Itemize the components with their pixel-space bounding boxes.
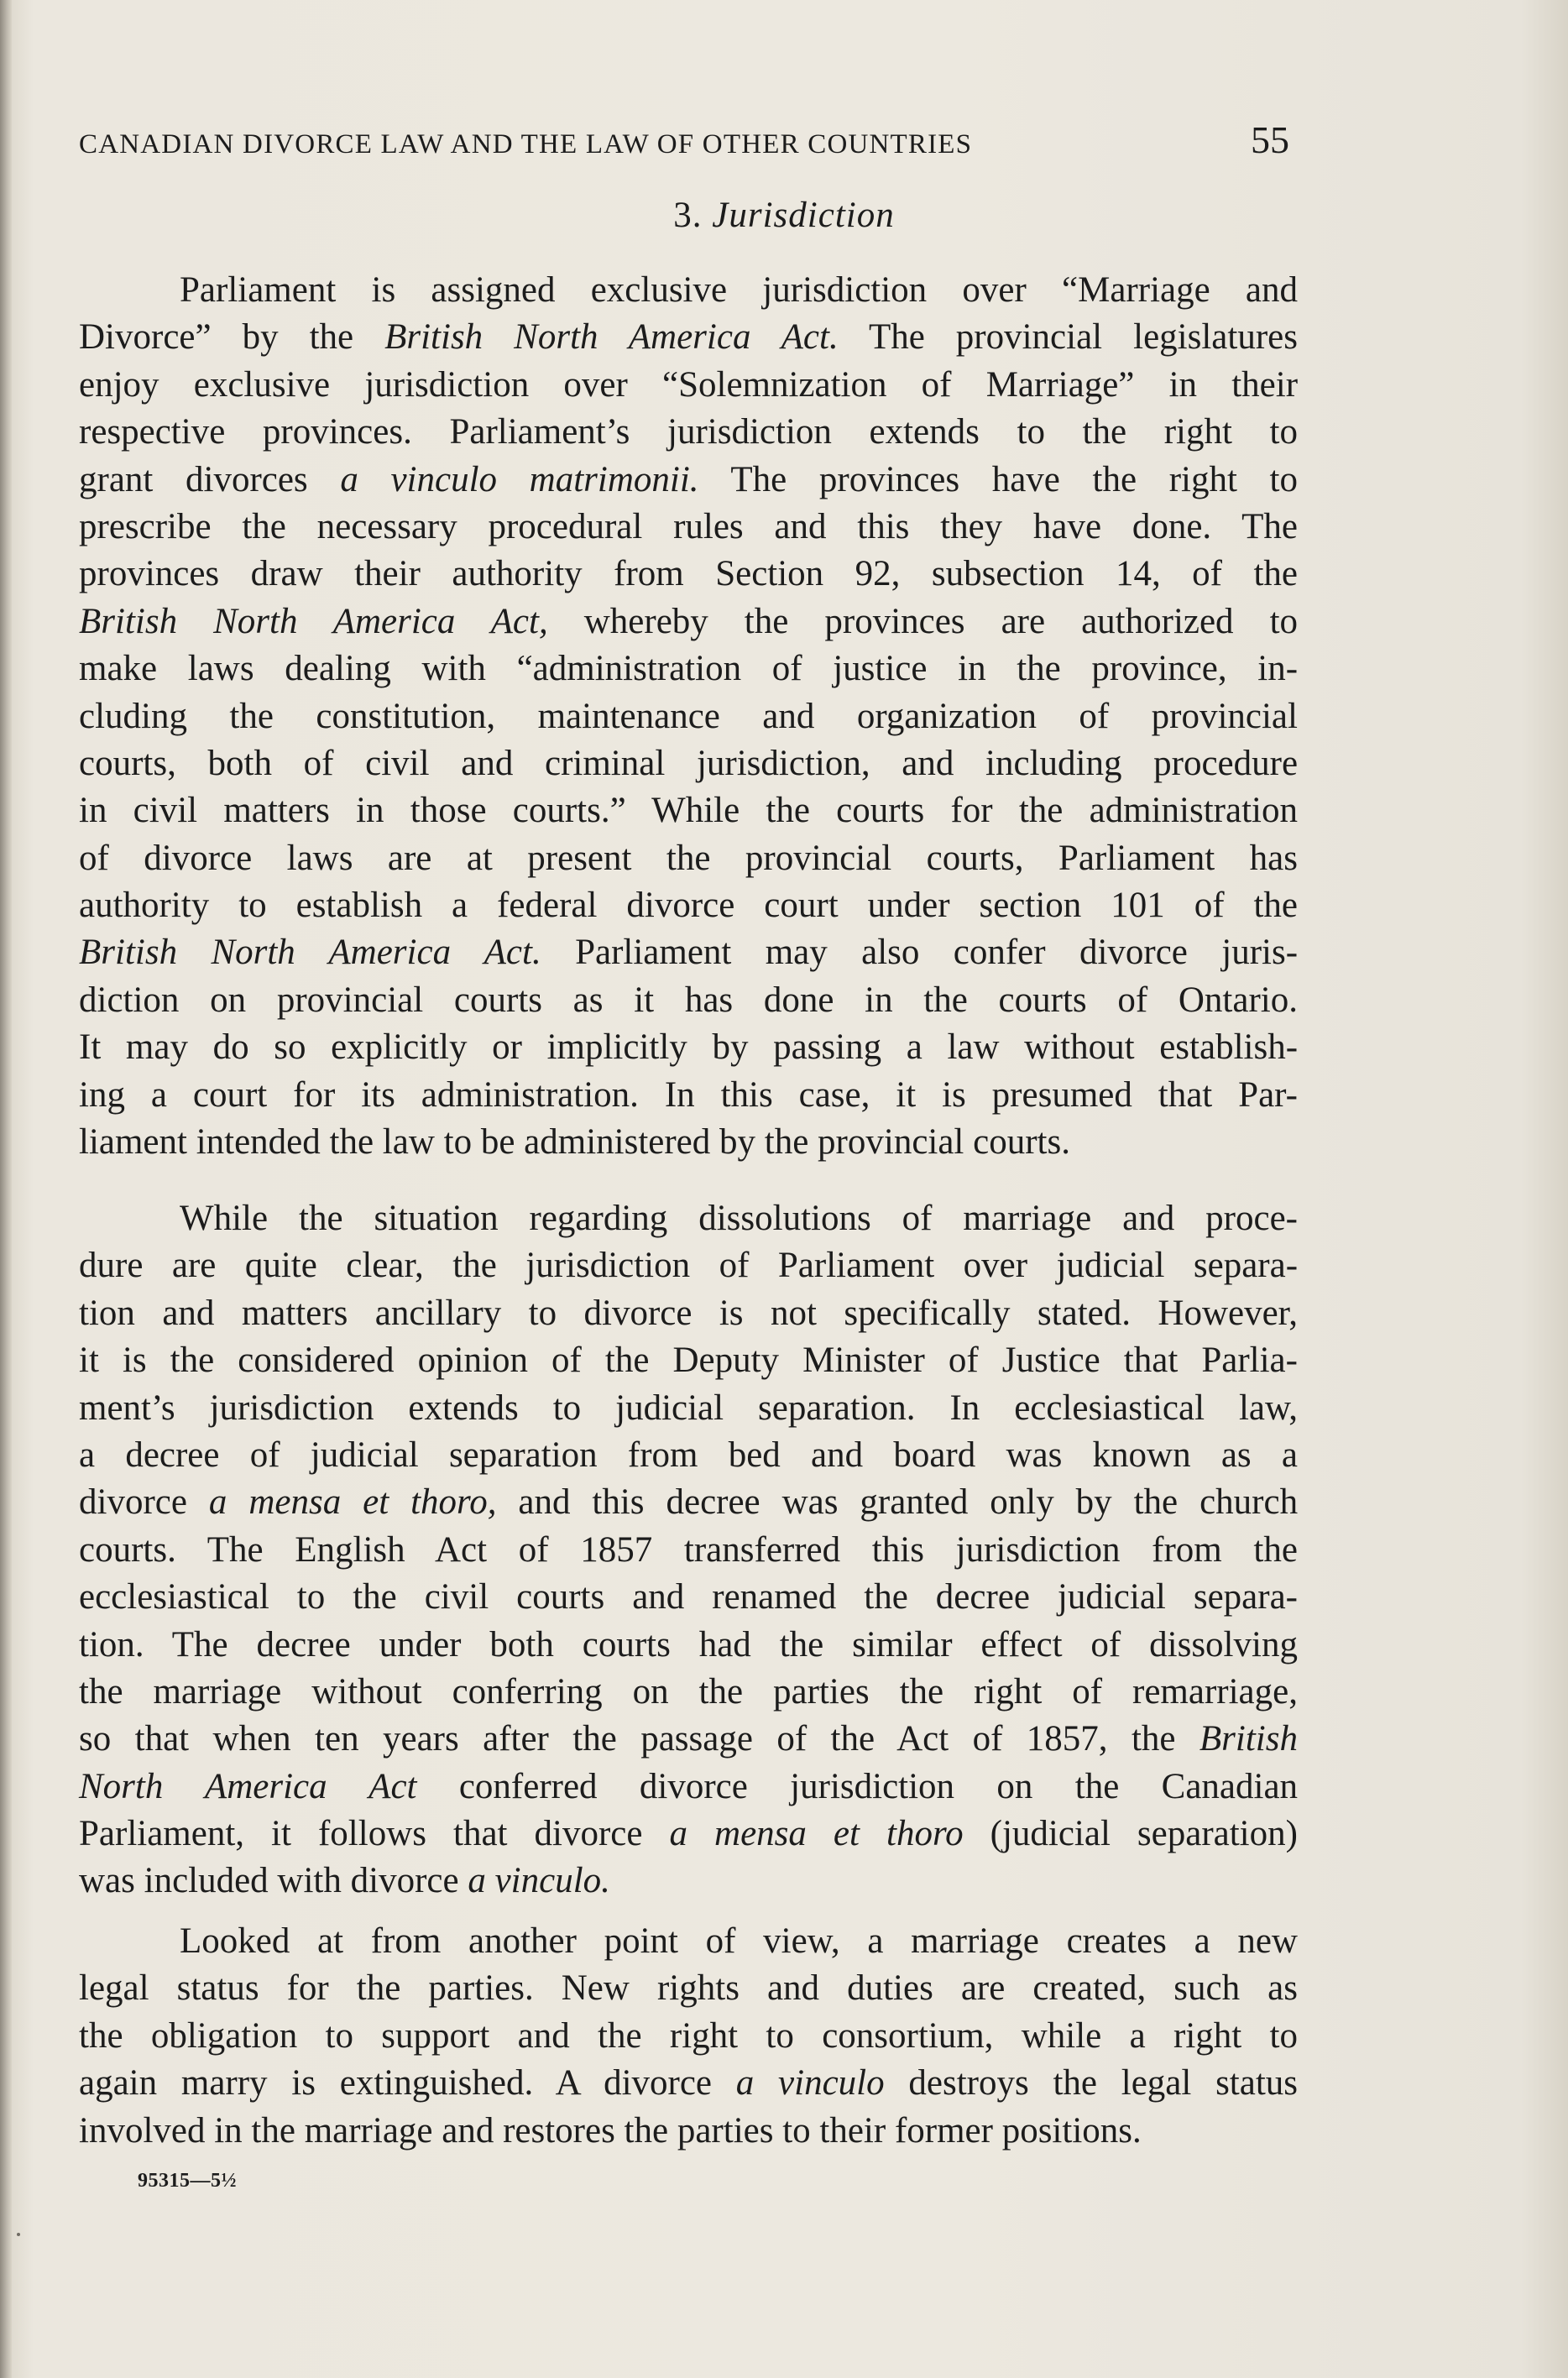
text-run: so that when ten years after the passage of the Act of 1857, the bbox=[79, 1719, 1200, 1759]
text-line bbox=[79, 1622, 1298, 1669]
text-run: liament intended the law to be administered by the provincial courts. bbox=[79, 1122, 1070, 1163]
text-line bbox=[79, 1811, 1298, 1858]
text-run: whereby the provinces are authorized to bbox=[547, 601, 1299, 641]
italic-text-run: a vinculo matrimonii. bbox=[340, 459, 699, 499]
running-head-title: CANADIAN DIVORCE LAW AND THE LAW OF OTHER COUNTRIES bbox=[79, 129, 973, 159]
section-title: Jurisdiction bbox=[712, 196, 895, 235]
text-line bbox=[79, 1290, 1298, 1337]
italic-text-run: British bbox=[1199, 1719, 1298, 1759]
paragraph-2 bbox=[79, 1195, 1298, 1905]
section-number: 3. bbox=[673, 196, 703, 235]
text-line bbox=[79, 882, 1298, 929]
text-line bbox=[79, 362, 1298, 409]
text-run: enjoy exclusive jurisdiction over “Solemnization of Marriage” in their bbox=[79, 364, 1299, 405]
text-run: Divorce” by the bbox=[79, 317, 385, 358]
text-line bbox=[79, 267, 1298, 314]
text-run: ing a court for its administration. In this case, it is presumed that Par- bbox=[79, 1074, 1298, 1115]
text-line bbox=[79, 1337, 1298, 1384]
text-run: cluding the constitution, maintenance and organization of provincial bbox=[79, 696, 1298, 736]
text-run: diction on provincial courts as it has done in the courts of Ontario. bbox=[79, 980, 1298, 1020]
text-line bbox=[79, 457, 1298, 504]
text-line bbox=[79, 1385, 1298, 1432]
text-run: Looked at from another point of view, a marriage creates a new bbox=[180, 1921, 1298, 1961]
text-line bbox=[79, 740, 1298, 787]
text-line bbox=[79, 1195, 1298, 1242]
text-run: The provinces have the right to bbox=[698, 459, 1298, 499]
text-line bbox=[79, 2013, 1298, 2060]
text-line bbox=[79, 1119, 1298, 1166]
text-run: provinces draw their authority from Section 92, subsection 14, of the bbox=[79, 554, 1299, 594]
page-binding-edge bbox=[0, 0, 12, 2378]
text-run: a decree of judicial separation from bed and board was known as a bbox=[79, 1435, 1298, 1475]
italic-text-run: North America Act bbox=[79, 1766, 417, 1806]
text-run: It may do so explicitly or implicitly by passing a law without establish- bbox=[79, 1027, 1299, 1068]
italic-text-run: British North America Act. bbox=[79, 933, 541, 973]
text-run: The provincial legislatures bbox=[838, 317, 1298, 358]
text-run: conferred divorce jurisdiction on the Canadian bbox=[416, 1766, 1299, 1806]
text-run: of divorce laws are at present the provincial courts, Parliament has bbox=[79, 838, 1298, 878]
text-run: it is the considered opinion of the Deputy Minister of Justice that Parlia- bbox=[79, 1341, 1298, 1381]
page-number: 55 bbox=[1251, 118, 1289, 161]
text-line bbox=[79, 1432, 1298, 1479]
printer-signature-code: 95315—5½ bbox=[138, 2170, 237, 2192]
text-line bbox=[79, 693, 1298, 740]
paragraph-3 bbox=[79, 1918, 1298, 2155]
text-line bbox=[79, 1669, 1298, 1716]
text-run: Parliament is assigned exclusive jurisdiction over “Marriage and bbox=[180, 270, 1298, 310]
italic-text-run: a mensa et thoro, bbox=[208, 1482, 497, 1523]
text-line bbox=[79, 1574, 1298, 1621]
text-run: (judicial separation) bbox=[963, 1814, 1298, 1854]
text-run: Parliament, it follows that divorce bbox=[79, 1814, 670, 1854]
text-run: dure are quite clear, the jurisdiction of Parliament over judicial separa- bbox=[79, 1246, 1299, 1286]
text-line bbox=[79, 1072, 1298, 1119]
text-line bbox=[79, 2060, 1298, 2107]
text-run: courts. The English Act of 1857 transferred this jurisdiction from the bbox=[79, 1529, 1298, 1570]
text-line bbox=[79, 835, 1298, 882]
text-line bbox=[79, 645, 1298, 692]
text-run: and this decree was granted only by the church bbox=[496, 1482, 1299, 1523]
text-line bbox=[79, 1242, 1298, 1289]
text-run: authority to establish a federal divorce court under section 101 of the bbox=[79, 886, 1299, 926]
text-run: the marriage without conferring on the parties the right of remarriage, bbox=[79, 1671, 1298, 1712]
running-head bbox=[79, 118, 1289, 168]
paragraph-1 bbox=[79, 267, 1298, 1166]
text-run: While the situation regarding dissolutions of marriage and proce- bbox=[180, 1199, 1298, 1238]
text-run: Parliament may also confer divorce juris- bbox=[541, 933, 1299, 973]
text-run: divorce bbox=[79, 1482, 209, 1523]
text-run: tion. The decree under both courts had the similar effect of dissolving bbox=[79, 1624, 1298, 1665]
text-run: involved in the marriage and restores the parties to their former positions. bbox=[79, 2110, 1142, 2151]
text-line bbox=[79, 929, 1298, 976]
text-run: ecclesiastical to the civil courts and renamed the decree judicial separa- bbox=[79, 1577, 1298, 1618]
text-line bbox=[79, 1918, 1298, 1965]
italic-text-run: British North America Act. bbox=[384, 317, 839, 358]
italic-text-run: a vinculo bbox=[735, 2063, 885, 2104]
text-run: was included with divorce bbox=[79, 1861, 468, 1901]
text-run: again marry is extinguished. A divorce bbox=[79, 2063, 736, 2104]
text-run: legal status for the parties. New rights and duties are created, such as bbox=[79, 1968, 1298, 2009]
text-run: in civil matters in those courts.” While the courts for the administration bbox=[79, 791, 1298, 831]
text-run: grant divorces bbox=[79, 459, 341, 499]
italic-text-run: British North America Act, bbox=[79, 601, 548, 641]
page-speck bbox=[17, 2233, 20, 2236]
text-run: respective provinces. Parliament’s jurisdiction extends to the right to bbox=[79, 412, 1298, 452]
text-run: destroys the legal status bbox=[884, 2063, 1299, 2104]
text-line bbox=[79, 314, 1298, 361]
text-run: make laws dealing with “administration of justice in the province, in- bbox=[79, 649, 1299, 689]
text-line bbox=[79, 551, 1298, 598]
text-line bbox=[79, 409, 1298, 456]
text-line bbox=[79, 1764, 1298, 1811]
text-line bbox=[79, 1479, 1298, 1526]
text-run: prescribe the necessary procedural rules and this they have done. The bbox=[79, 506, 1298, 546]
text-line bbox=[79, 1858, 1298, 1905]
italic-text-run: a mensa et thoro bbox=[669, 1814, 964, 1854]
text-line bbox=[79, 598, 1298, 645]
text-line bbox=[79, 977, 1298, 1024]
text-line bbox=[79, 2108, 1298, 2155]
text-line bbox=[79, 1965, 1298, 2012]
text-line bbox=[79, 787, 1298, 834]
section-heading bbox=[0, 195, 1568, 236]
text-run: ment’s jurisdiction extends to judicial separation. In ecclesiastical law, bbox=[79, 1388, 1299, 1428]
text-line bbox=[79, 1716, 1298, 1763]
italic-text-run: a vinculo. bbox=[468, 1861, 610, 1901]
text-line bbox=[79, 1527, 1298, 1574]
text-run: tion and matters ancillary to divorce is not specifically stated. However, bbox=[79, 1293, 1299, 1333]
text-run: the obligation to support and the right to consortium, while a right to bbox=[79, 2015, 1298, 2056]
text-line bbox=[79, 504, 1298, 551]
text-run: courts, both of civil and criminal jurisdiction, and including procedure bbox=[79, 743, 1299, 783]
text-line bbox=[79, 1024, 1298, 1071]
